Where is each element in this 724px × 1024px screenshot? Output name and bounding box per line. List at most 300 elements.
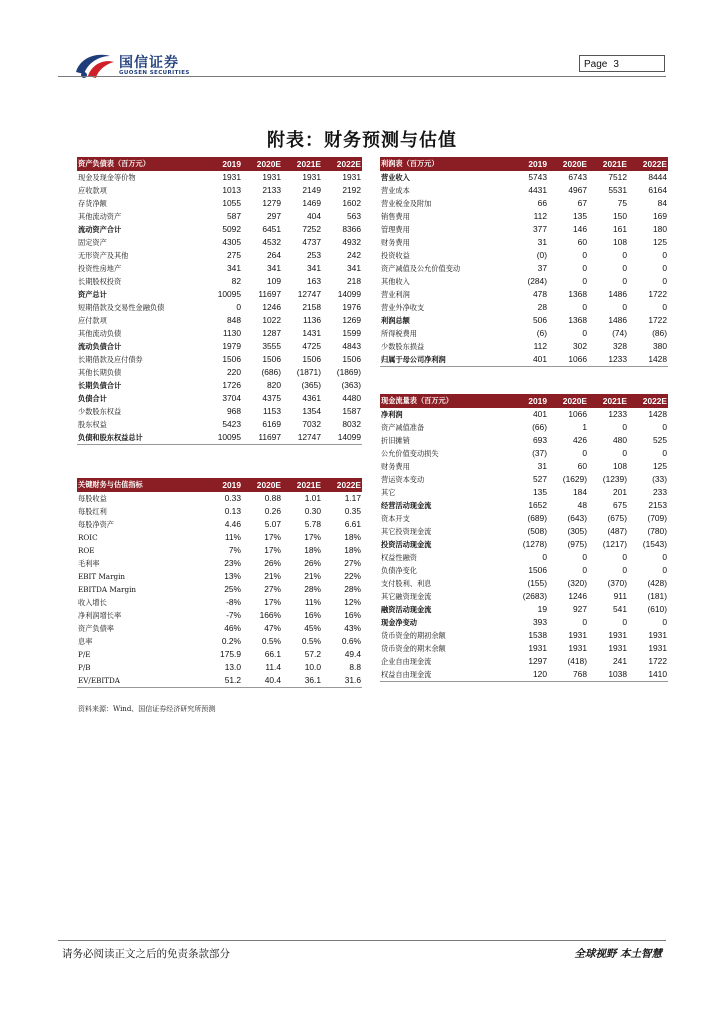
table-row	[77, 262, 362, 275]
value-cell: 1931	[568, 643, 587, 653]
value-cell: 1506	[528, 565, 547, 575]
value-cell: 45%	[304, 623, 321, 633]
table-row	[77, 570, 362, 583]
value-cell: 5.07	[264, 519, 281, 529]
row-label: EBITDA Margin	[78, 585, 137, 594]
value-cell: 10.0	[304, 662, 321, 672]
value-cell: 675	[613, 500, 627, 510]
table-row	[380, 525, 668, 538]
row-label: 少数股东损益	[381, 342, 425, 351]
value-cell: 18%	[344, 545, 361, 555]
value-cell: (365)	[301, 380, 321, 390]
value-cell: 1506	[342, 354, 361, 364]
value-cell: 108	[613, 237, 627, 247]
row-label: ROE	[78, 546, 95, 555]
value-cell: 11697	[242, 431, 282, 445]
value-cell: 541	[613, 604, 627, 614]
value-cell: 4431	[528, 185, 547, 195]
value-cell: 275	[227, 250, 241, 260]
value-cell: (689)	[527, 513, 547, 523]
table-row	[380, 171, 668, 184]
value-cell: 5423	[222, 419, 241, 429]
year-header: 2019	[508, 394, 548, 408]
row-label: P/B	[78, 663, 91, 672]
table-row	[77, 223, 362, 236]
table-row	[77, 353, 362, 366]
value-cell: 5092	[222, 224, 241, 234]
value-cell: 0.13	[224, 506, 241, 516]
row-label: 其他流动负债	[78, 329, 122, 338]
value-cell: 17%	[264, 597, 281, 607]
value-cell: 12747	[297, 289, 321, 299]
table-row	[77, 327, 362, 340]
table-row	[77, 557, 362, 570]
value-cell: (1239)	[602, 474, 627, 484]
value-cell: (428)	[647, 578, 667, 588]
value-cell: 6451	[262, 224, 281, 234]
row-label: 其它融资现金流	[381, 592, 432, 601]
value-cell: 75	[617, 198, 627, 208]
year-header: 2020E	[242, 157, 282, 171]
year-header: 2020E	[548, 157, 588, 171]
value-cell: 161	[613, 224, 627, 234]
row-label: 少数股东权益	[78, 407, 122, 416]
table-row	[77, 648, 362, 661]
value-cell: 66	[537, 198, 547, 208]
value-cell: 28%	[304, 584, 321, 594]
value-cell: 1269	[342, 315, 361, 325]
value-cell: 1931	[342, 172, 361, 182]
value-cell: 1976	[342, 302, 361, 312]
year-header: 2019	[508, 157, 548, 171]
row-label: 销售费用	[381, 212, 410, 221]
value-cell: 4361	[302, 393, 321, 403]
value-cell: 0.26	[264, 506, 281, 516]
value-cell: 1.01	[304, 493, 321, 503]
year-header: 2021E	[588, 394, 628, 408]
value-cell: 0	[582, 250, 587, 260]
value-cell: 820	[267, 380, 281, 390]
footer-divider	[58, 940, 666, 941]
table-row	[77, 275, 362, 288]
value-cell: 911	[613, 591, 627, 601]
value-cell: 1246	[262, 302, 281, 312]
value-cell: 848	[227, 315, 241, 325]
value-cell: 401	[533, 409, 547, 419]
value-cell: 341	[347, 263, 361, 273]
table-row	[380, 603, 668, 616]
value-cell: 1287	[262, 328, 281, 338]
table-row	[380, 275, 668, 288]
value-cell: 4375	[262, 393, 281, 403]
value-cell: 1431	[302, 328, 321, 338]
value-cell: 8032	[342, 419, 361, 429]
value-cell: 0	[622, 565, 627, 575]
row-label: 融资活动现金流	[381, 605, 432, 614]
page-label: Page	[584, 59, 608, 70]
row-label: 权益自由现金流	[380, 668, 508, 682]
value-cell: 1055	[222, 198, 241, 208]
value-cell: 1931	[608, 630, 627, 640]
value-cell: 0	[582, 276, 587, 286]
value-cell: 18%	[344, 532, 361, 542]
value-cell: 28	[537, 302, 547, 312]
value-cell: 46%	[224, 623, 241, 633]
row-label: 营业收入	[381, 173, 410, 182]
value-cell: 4737	[302, 237, 321, 247]
source-note: 资料来源：Wind、国信证券经济研究所预测	[78, 705, 216, 713]
row-label: 资产负债率	[78, 624, 114, 633]
value-cell: 478	[533, 289, 547, 299]
value-cell: 2153	[648, 500, 667, 510]
page-number: 3	[613, 59, 619, 70]
value-cell: 184	[573, 487, 587, 497]
value-cell: 0.2%	[221, 636, 241, 646]
value-cell: 1506	[262, 354, 281, 364]
table-title: 资产负债表（百万元）	[77, 157, 202, 171]
table-row	[380, 590, 668, 603]
row-label: 营业外净收支	[381, 303, 425, 312]
value-cell: 1038	[588, 668, 628, 682]
value-cell: 27%	[344, 558, 361, 568]
value-cell: 5531	[608, 185, 627, 195]
table-row	[77, 674, 362, 688]
value-cell: (181)	[647, 591, 667, 601]
row-label: 长期股权投资	[78, 277, 122, 286]
value-cell: 0	[582, 448, 587, 458]
value-cell: 1931	[528, 643, 547, 653]
table-row	[380, 486, 668, 499]
row-label: 净利润	[381, 410, 403, 419]
value-cell: 506	[533, 315, 547, 325]
value-cell: 201	[613, 487, 627, 497]
table-row	[77, 366, 362, 379]
value-cell: 0	[622, 250, 627, 260]
value-cell: 1931	[648, 630, 667, 640]
row-label: 投资活动现金流	[381, 540, 432, 549]
value-cell: (686)	[261, 367, 281, 377]
value-cell: 12%	[344, 597, 361, 607]
value-cell: 8444	[648, 172, 667, 182]
value-cell: 1410	[628, 668, 668, 682]
value-cell: 125	[653, 237, 667, 247]
row-label: 毛利率	[78, 559, 100, 568]
value-cell: 0	[622, 302, 627, 312]
value-cell: 31	[537, 237, 547, 247]
value-cell: (305)	[567, 526, 587, 536]
disclaimer-note: 请务必阅读正文之后的免责条款部分	[62, 948, 230, 960]
value-cell: 13.0	[224, 662, 241, 672]
value-cell: 0.33	[224, 493, 241, 503]
year-header: 2021E	[282, 478, 322, 492]
value-cell: 0.88	[264, 493, 281, 503]
value-cell: 135	[573, 211, 587, 221]
value-cell: 1022	[262, 315, 281, 325]
table-row	[77, 583, 362, 596]
value-cell: 0	[662, 565, 667, 575]
value-cell: 2158	[302, 302, 321, 312]
value-cell: (37)	[532, 448, 547, 458]
value-cell: 31	[537, 461, 547, 471]
table-row	[380, 577, 668, 590]
value-cell: 1066	[568, 409, 587, 419]
value-cell: 927	[573, 604, 587, 614]
table-row	[380, 353, 668, 367]
value-cell: 1538	[528, 630, 547, 640]
value-cell: (675)	[607, 513, 627, 523]
value-cell: 1931	[302, 172, 321, 182]
row-label: 所得税费用	[381, 329, 417, 338]
year-header: 2021E	[588, 157, 628, 171]
table-row	[77, 609, 362, 622]
row-label: 负债净变化	[381, 566, 417, 575]
table-row	[77, 288, 362, 301]
value-cell: 0	[662, 250, 667, 260]
value-cell: 241	[613, 656, 627, 666]
value-cell: 17%	[264, 532, 281, 542]
row-label: 负债和股东权益总计	[77, 431, 202, 445]
value-cell: 0	[662, 263, 667, 273]
value-cell: 1931	[608, 643, 627, 653]
value-cell: 36.1	[282, 674, 322, 688]
value-cell: 7032	[302, 419, 321, 429]
value-cell: (709)	[647, 513, 667, 523]
table-header-row	[380, 157, 668, 171]
value-cell: 4725	[302, 341, 321, 351]
value-cell: 0	[662, 422, 667, 432]
value-cell: 120	[508, 668, 548, 682]
value-cell: (155)	[527, 578, 547, 588]
value-cell: 3555	[262, 341, 281, 351]
value-cell: 48	[577, 500, 587, 510]
table-row	[77, 405, 362, 418]
value-cell: 341	[267, 263, 281, 273]
value-cell: 21%	[264, 571, 281, 581]
value-cell: 0	[662, 552, 667, 562]
value-cell: 23%	[224, 558, 241, 568]
row-label: 其他收入	[381, 277, 410, 286]
row-label: 投资收益	[381, 251, 410, 260]
value-cell: 0.5%	[261, 636, 281, 646]
value-cell: 0	[622, 422, 627, 432]
logo-english-name: GUOSEN SECURITIES	[119, 70, 190, 76]
value-cell: 1233	[588, 353, 628, 367]
table-row	[77, 210, 362, 223]
value-cell: 17%	[264, 545, 281, 555]
value-cell: 1931	[262, 172, 281, 182]
value-cell: 0	[582, 617, 587, 627]
value-cell: (1629)	[562, 474, 587, 484]
table-row	[77, 236, 362, 249]
value-cell: 11697	[258, 289, 281, 299]
value-cell: 1246	[568, 591, 587, 601]
value-cell: 4480	[342, 393, 361, 403]
row-label: EV/EBITDA	[77, 674, 202, 688]
table-row	[380, 616, 668, 629]
row-label: 支付股利、利息	[381, 579, 432, 588]
value-cell: 57.2	[304, 649, 321, 659]
value-cell: 10095	[217, 289, 241, 299]
table-row	[380, 460, 668, 473]
value-cell: 18%	[304, 545, 321, 555]
table-row	[380, 262, 668, 275]
value-cell: 0	[542, 552, 547, 562]
value-cell: 47%	[264, 623, 281, 633]
value-cell: 11%	[304, 597, 321, 607]
row-label: 息率	[78, 637, 93, 646]
value-cell: 0	[582, 565, 587, 575]
table-title: 利润表（百万元）	[380, 157, 508, 171]
value-cell: 341	[307, 263, 321, 273]
value-cell: 1.17	[344, 493, 361, 503]
value-cell: 1368	[568, 289, 587, 299]
value-cell: -7%	[226, 610, 241, 620]
value-cell: 0	[622, 276, 627, 286]
table-row	[380, 551, 668, 564]
row-label: 资产减值及公允价值变动	[381, 264, 461, 273]
value-cell: 11%	[224, 532, 241, 542]
row-label: 其他流动资产	[78, 212, 122, 221]
value-cell: 527	[533, 474, 547, 484]
row-label: 流动负债合计	[78, 342, 122, 351]
table-row	[77, 596, 362, 609]
value-cell: 525	[653, 435, 667, 445]
value-cell: (370)	[607, 578, 627, 588]
table-title: 现金流量表（百万元）	[380, 394, 508, 408]
table-row	[77, 392, 362, 405]
table-row	[77, 171, 362, 184]
table-header-row	[77, 157, 362, 171]
value-cell: 1931	[222, 172, 241, 182]
value-cell: 60	[577, 237, 587, 247]
value-cell: 26%	[304, 558, 321, 568]
value-cell: 0	[662, 617, 667, 627]
value-cell: (0)	[536, 250, 547, 260]
table-row	[77, 531, 362, 544]
value-cell: 480	[613, 435, 627, 445]
value-cell: 233	[653, 487, 667, 497]
table-row	[380, 447, 668, 460]
value-cell: 40.4	[242, 674, 282, 688]
value-cell: 4967	[568, 185, 587, 195]
row-label: 其它投资现金流	[381, 527, 432, 536]
value-cell: 1979	[222, 341, 241, 351]
value-cell: 377	[533, 224, 547, 234]
row-label: 现金及现金等价物	[78, 173, 136, 182]
value-cell: 302	[573, 341, 587, 351]
value-cell: 49.4	[344, 649, 361, 659]
row-label: 货币资金的期初余额	[381, 631, 446, 640]
value-cell: 0.6%	[341, 636, 361, 646]
value-cell: (1217)	[602, 539, 627, 549]
value-cell: 2192	[342, 185, 361, 195]
table-row	[77, 184, 362, 197]
value-cell: 1486	[608, 315, 627, 325]
value-cell: 0	[236, 302, 241, 312]
table-row	[380, 301, 668, 314]
table-row	[380, 655, 668, 668]
table-row	[380, 184, 668, 197]
value-cell: 8.8	[349, 662, 361, 672]
row-label: 长期借款及应付债券	[78, 355, 143, 364]
value-cell: (74)	[612, 328, 627, 338]
row-label: 每股红利	[78, 507, 107, 516]
value-cell: 1066	[548, 353, 588, 367]
table-row	[380, 197, 668, 210]
value-cell: 150	[613, 211, 627, 221]
table-row	[77, 505, 362, 518]
table-row	[77, 379, 362, 392]
value-cell: 2133	[262, 185, 281, 195]
table-row	[77, 544, 362, 557]
page-title: 附表：财务预测与估值	[267, 130, 457, 151]
row-label: 应付款项	[78, 316, 107, 325]
value-cell: 242	[347, 250, 361, 260]
value-cell: 1722	[648, 289, 667, 299]
year-header: 2022E	[628, 394, 668, 408]
table-row	[380, 538, 668, 551]
value-cell: 84	[657, 198, 667, 208]
value-cell: 0	[662, 302, 667, 312]
value-cell: 341	[227, 263, 241, 273]
page-indicator	[579, 55, 665, 72]
table-row	[77, 431, 362, 445]
table-row	[380, 236, 668, 249]
value-cell: 19	[537, 604, 547, 614]
table-row	[77, 635, 362, 648]
table-row	[380, 408, 668, 421]
value-cell: 768	[548, 668, 588, 682]
year-header: 2022E	[628, 157, 668, 171]
row-label: 营业利润	[381, 290, 410, 299]
value-cell: 12747	[282, 431, 322, 445]
value-cell: 112	[533, 211, 547, 221]
value-cell: 43%	[344, 623, 361, 633]
row-label: 无形资产及其他	[78, 251, 129, 260]
table-header-row	[77, 478, 362, 492]
table-row	[380, 223, 668, 236]
value-cell: (487)	[607, 526, 627, 536]
value-cell: 163	[307, 276, 321, 286]
slogan: 全球视野 本土智慧	[574, 948, 662, 960]
row-label: 每股净资产	[78, 520, 114, 529]
value-cell: 166%	[259, 610, 281, 620]
value-cell: 14099	[322, 431, 362, 445]
value-cell: 1652	[528, 500, 547, 510]
table-row	[380, 512, 668, 525]
value-cell: 4932	[342, 237, 361, 247]
value-cell: 21%	[304, 571, 321, 581]
value-cell: 587	[227, 211, 241, 221]
value-cell: (780)	[647, 526, 667, 536]
table-row	[380, 668, 668, 682]
row-label: 管理费用	[381, 225, 410, 234]
row-label: 投资性房地产	[78, 264, 122, 273]
value-cell: 1136	[302, 315, 321, 325]
value-cell: 28%	[344, 584, 361, 594]
value-cell: 67	[577, 198, 587, 208]
value-cell: (975)	[567, 539, 587, 549]
value-cell: 1506	[302, 354, 321, 364]
value-cell: 0.35	[344, 506, 361, 516]
row-label: 企业自由现金流	[381, 657, 432, 666]
value-cell: 11.4	[265, 662, 281, 672]
value-cell: 5.78	[304, 519, 321, 529]
value-cell: 563	[347, 211, 361, 221]
row-label: 股东权益	[78, 420, 107, 429]
value-cell: 4.46	[224, 519, 241, 529]
value-cell: 0	[582, 302, 587, 312]
